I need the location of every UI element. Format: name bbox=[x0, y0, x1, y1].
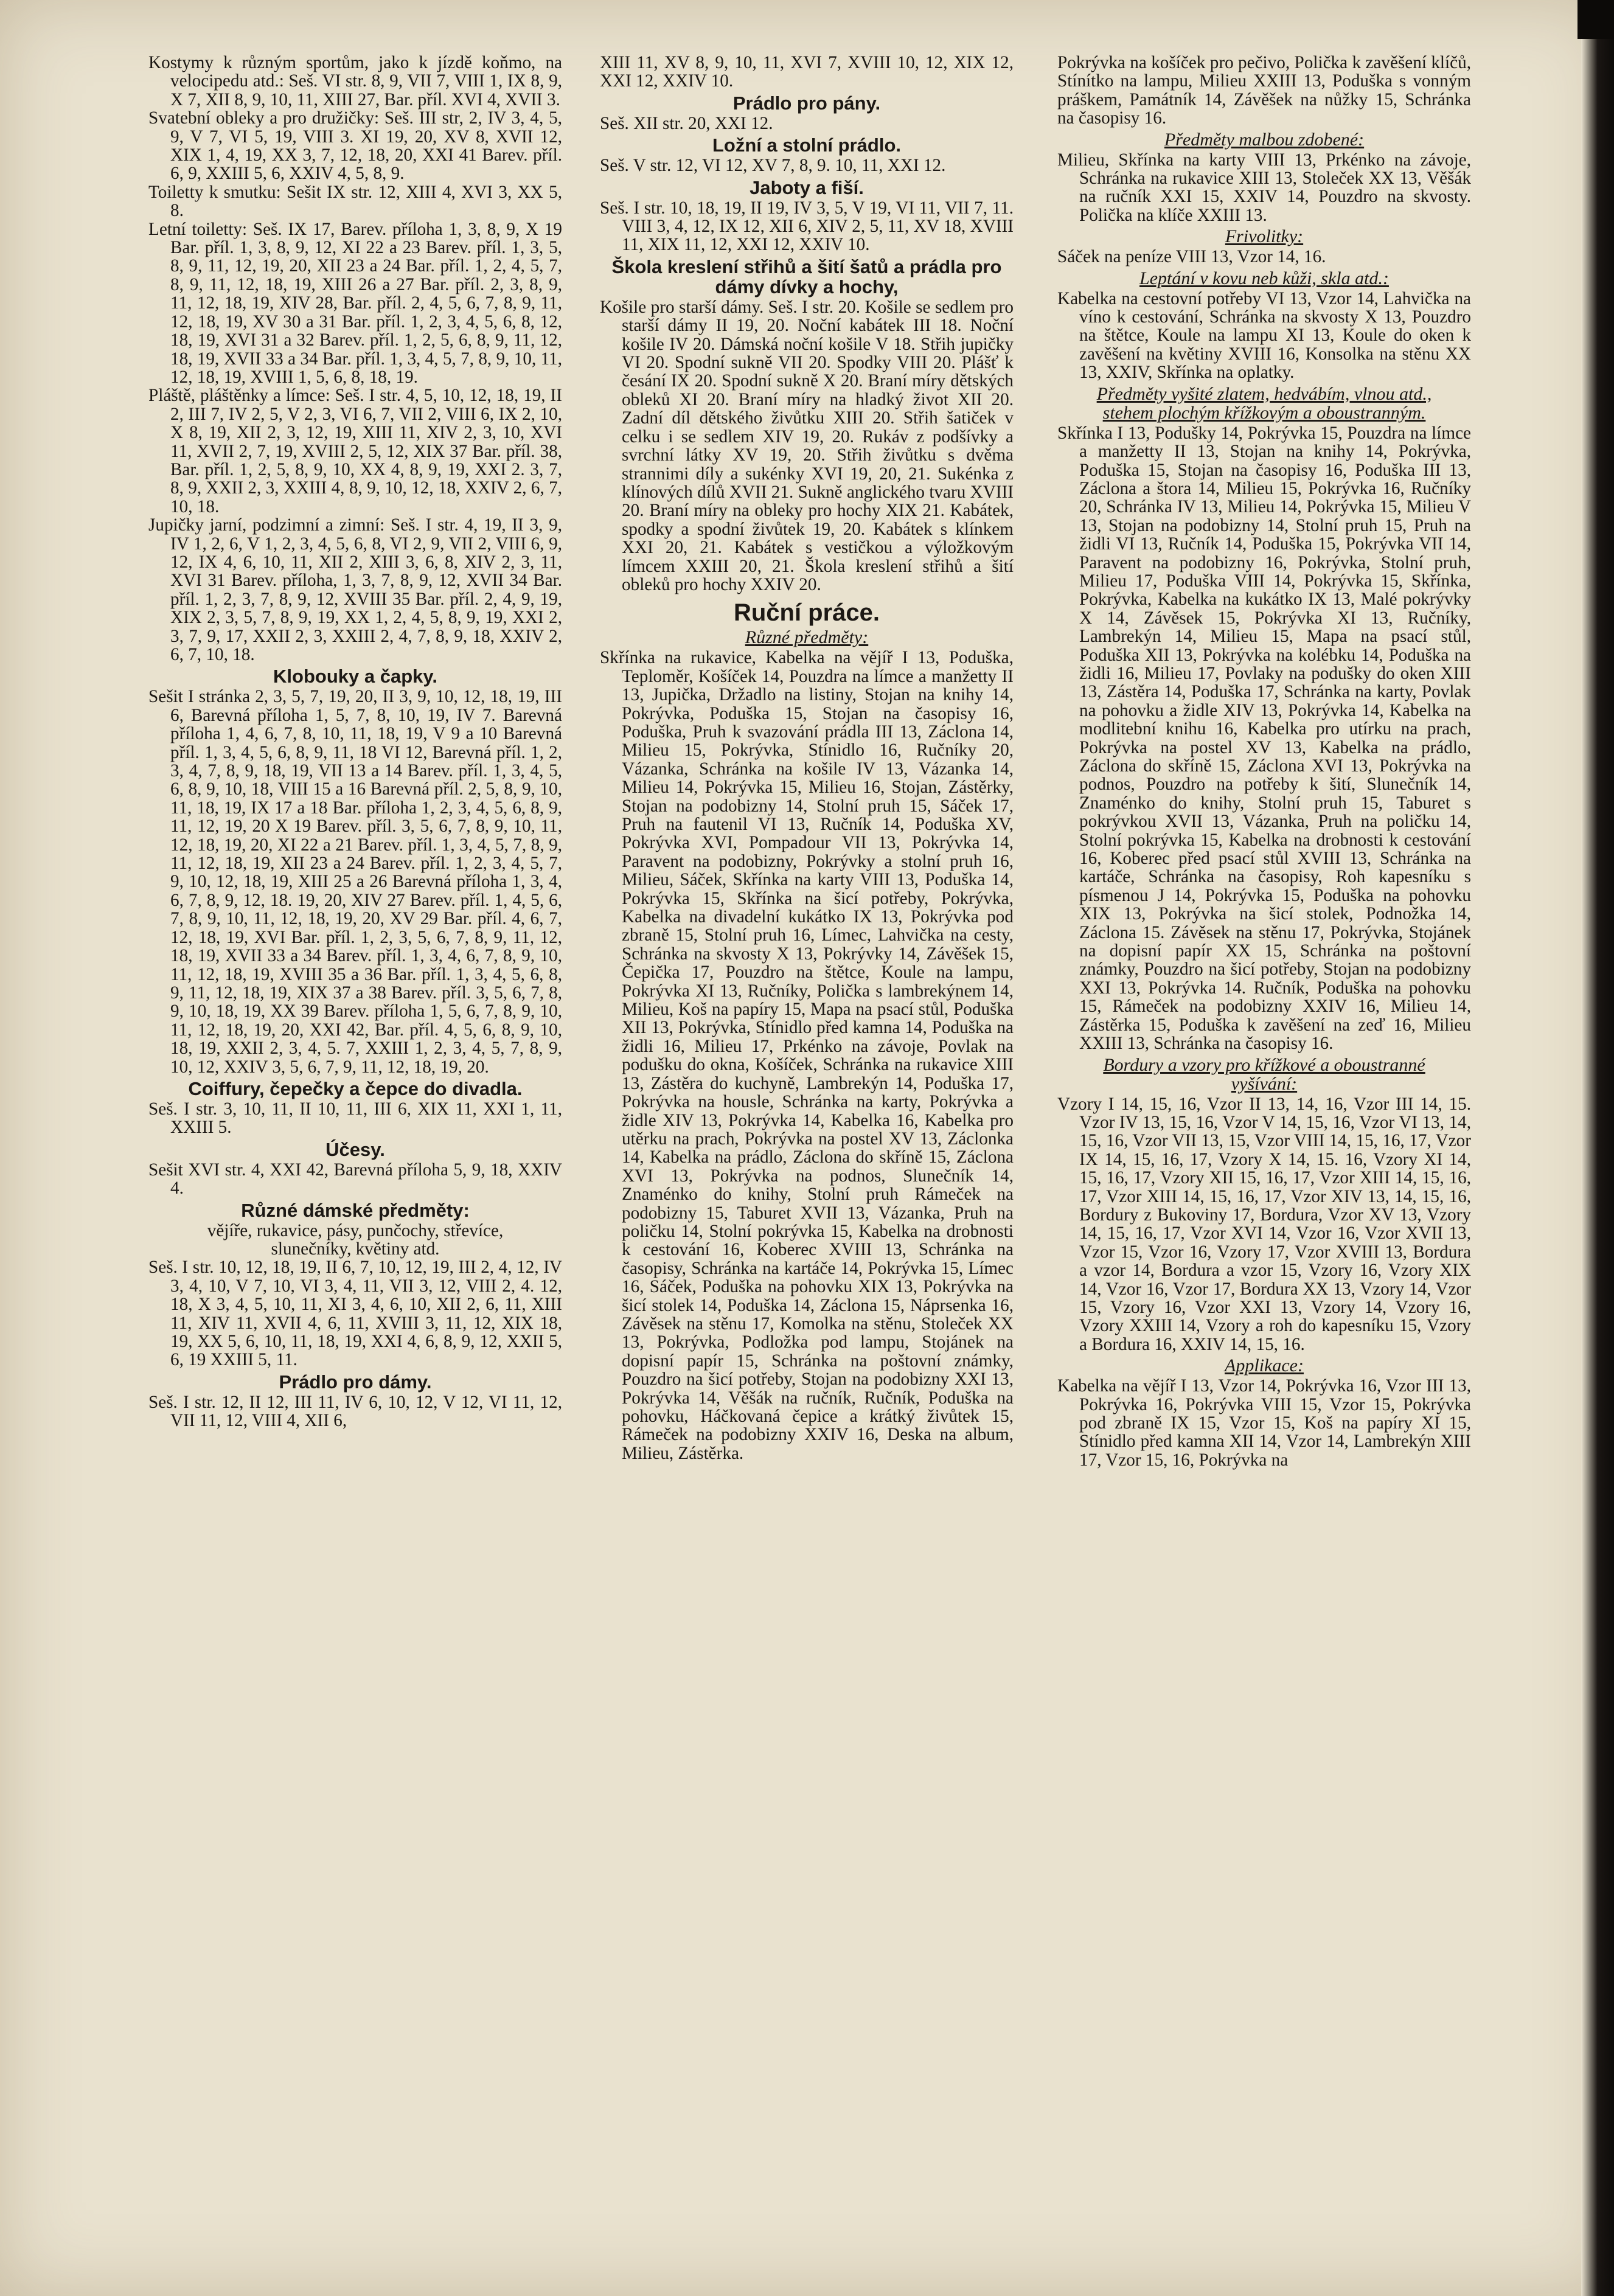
index-entry: Seš. I str. 10, 12, 18, 19, II 6, 7, 10, 12, 19, III 2, 4, 12, IV 3, 4, 10, V 7, 10, VI 3, 4, 11, VII 3, 12, VIII 2, 4. 12, 18, X 3, 4, 5, 10, 11, XI 3, 4, 6, 10, XII 2, 6, 11, XIII 11, XIV 11, XVII 4, 6, 11, XVIII 3, 11, 12, XIX 18, 19, XX 5, 6, 10, 11, 18, 19, XXI 4, 6, 8, 9, 12, XXII 5, 6, 19 XXIII 5, 11. bbox=[148, 1258, 562, 1370]
continued-entry: Pokrývka na košíček pro pečivo, Polička k zavěšení klíčů, Stínítko na lampu, Milieu XXIII 13, Poduška s vonným práškem, Památník 14, Závěšek na nůžky 15, Schránka na časopisy 16. bbox=[1057, 54, 1471, 128]
subsection-heading: Applikace: bbox=[1225, 1355, 1304, 1376]
index-entry: Kabelka na cestovní potřeby VI 13, Vzor 14, Lahvička na víno k cestování, Schránka na skvosty X 13, Pouzdro na štětce, Koule na lampu XI 13, Koule do oken k zavěšení na květiny XVIII 16, Konsolka na stěnu XX 13, XXIV, Skřínka na oplatky. bbox=[1057, 288, 1471, 383]
index-entry: Sáček na peníze VIII 13, Vzor 14, 16. bbox=[1057, 247, 1326, 267]
index-entry: Kostymy k různým sportům, jako k jízdě koňmo, na velocipedu atd.: Seš. VI str. 8, 9, VII 7, VIII 1, IX 8, 9, X 7, XII 8, 9, 10, 11, XIII 27, Bar. příl. XVI 4, XVII 3. bbox=[148, 54, 562, 110]
index-entry: Seš. V str. 12, VI 12, XV 7, 8, 9. 10, 11, XXI 12. bbox=[600, 156, 946, 176]
index-entry: Skřínka na rukavice, Kabelka na vějíř I 13, Poduška, Teploměr, Košíček 14, Pouzdra na límce a manžetty II 13, Jupička, Držadlo na listiny, Stojan na knihy 14, Pokrývka, Poduška 15, Stojan na časopisy 16, Poduška, Pruh k svazování prádla III 13, Záclona 14, Milieu 15, Pokrývka, Stínidlo 16, Ručníky 20, Vázanka, Schránka na košile IV 13, Vázanka 14, Milieu 14, Pokrývka 15, Milieu 16, Stojan, Zástěrky, Stojan na podobizny 14, Stolní pruh 15, Sáček 17, Pruh na fautenil VI 13, Ručník 14, Poduška XV, Pokrývka XVI, Pompadour VII 13, Pokrývka 14, Paravent na podobizny, Pokrývky a stolní pruh 16, Milieu, Sáček, Skřínka na karty VIII 13, Poduška 14, Pokrývka 15, Skřínka na šicí potřeby, Pokrývka, Kabelka na divadelní kukátko IX 13, Pokrývka pod zbraně 15, Stolní pruh 16, Límec, Lahvička na cesty, Schránka na skvosty X 13, Pokrývky 14, Závěšek 15, Čepička 17, Pouzdro na štětce, Koule na lampu, Pokrývka XI 13, Ručníky, Polička s lambrekýnem 14, Milieu, Koš na papíry 15, Mapa na psací stůl, Poduška XII 13, Pokrývka, Stínidlo před kamna 14, Poduška na židli 16, Milieu 17, Prkénko na závoje, Povlak na podušku do okna, Košíček, Schránka na rukavice XIII 13, Zástěra do kuchyně, Lambrekýn 14, Poduška 17, Pokrývka na housle, Schránka na karty, Pokrývka a židle XIV 13, Pokrývka 14, Kabelka 16, Kabelka pro utěrku na prach, Pokrývka na postel XV 13, Záclonka 14, Kabelka na prádlo, Záclona do skříně 15, Záclona XVI 13, Pokrývka na podnos, Slunečník 14, Znaménko do knihy, Stolní pruh Rámeček na podobizny 15, Taburet XVII 13, Vázanka, Pruh na poličku 14, Stolní pokrývka 15, Kabelka na drobnosti k cestování 16, Koberec XVIII 13, Schránka na časopisy, Schránka na kartáče 14, Pokrývka 15, Límec 16, Sáček, Poduška na pohovku XIX 13, Pokrývka na šicí stolek 14, Poduška 14, Záclona 15, Náprsenka 16, Závěsek na stěnu 17, Komolka na stěnu, Stoleček XX 13, Pokrývka, Podložka pod lampu, Stojánek na dopisní papír 15, Schránka na poštovní známky, Pouzdro na šicí potřeby, Stojan na podobizny XXI 13, Pokrývka 14, Věšák na ručník, Ručník, Poduška na pohovku, Háčkovaná čepice a krátký živůtek 15, Rámeček na podobizny XXIV 16, Deska na album, Milieu, Zástěrka. bbox=[600, 648, 1014, 1463]
page-dark-corner bbox=[1577, 0, 1614, 39]
page-dark-edge bbox=[1581, 0, 1614, 2296]
index-entry: Košile pro starší dámy. Seš. I str. 20. Košile se sedlem pro starší dámy II 19, 20. Noční kabátek III 18. Noční košile IV 20. Dámská noční košile V 18. Střih jupičky VI 20. Spodní sukně VII 20. Spodky VIII 20. Plášť k česání IX 20. Spodní sukně X 20. Braní míry dětských obleků XI 20. Braní míry na hladký život XII 20. Zadní díl dětského živůtku XIII 20. Střih šatiček v celku i se sedlem XIV 19, 20. Rukáv z podšívky a svrchní látky XV 19, 20. Střih živůtku s dvěma strannimi díly a sukénky XVI 19, 20, 21. Sukénka z klínových dílů XVII 21. Sukně anglického tvaru XVIII 20. Braní míry na obleky pro hochy XIX 21. Kabátek, spodky a spodní živůtek 19, 20. Kabátek s klínkem XXI 20, 21. Kabátek s vestičkou a výložkovým límcem XXIII 20, 21. Škola kreslení střihů a šití obleků pro hochy XXIV 20. bbox=[600, 297, 1014, 594]
subsection-heading: Bordury a vzory pro křížkové a oboustranné vyšívání: bbox=[1103, 1054, 1425, 1094]
subsection-heading: Předměty vyšité zlatem, hedvábím, vlnou atd., stehem plochým křížkovým a oboustranným. bbox=[1096, 383, 1432, 423]
section-heading: Prádlo pro dámy. bbox=[279, 1371, 432, 1393]
index-entry: Seš. XII str. 20, XXI 12. bbox=[600, 113, 773, 133]
index-entry: Seš. I str. 10, 18, 19, II 19, IV 3, 5, V 19, VI 11, VII 7, 11. VIII 3, 4, 12, IX 12, XII 6, XIV 2, 5, 11, XV 18, XVIII 11, XIX 11, 12, XXI 12, XXIV 10. bbox=[600, 198, 1014, 255]
subsection-heading: Různé předměty: bbox=[745, 627, 869, 648]
section-heading: Klobouky a čapky. bbox=[273, 666, 437, 687]
column-middle bbox=[600, 54, 1014, 2262]
section-heading: Jaboty a fiší. bbox=[750, 176, 864, 198]
index-entry: Letní toiletty: Seš. IX 17, Barev. příloha 1, 3, 8, 9, X 19 Bar. příl. 1, 3, 8, 9, 12, XI 22 a 23 Barev. příl. 1, 3, 5, 8, 9, 11, 12, 19, 20, XII 23 a 24 Bar. příl. 1, 2, 4, 5, 7, 8, 9, 11, 12, 18, 19, XIII 26 a 27 Bar. příl. 2, 3, 8, 9, 11, 12, 18, 19, XIV 28, Bar. příl. 2, 4, 5, 6, 7, 8, 9, 11, 12, 18, 19, XV 30 a 31 Bar. příl. 1, 2, 3, 4, 5, 6, 8, 12, 18, 19, XVI 31 a 32 Barev. příl. 1, 2, 5, 6, 8, 9, 11, 12, 18, 19, XVII 33 a 34 Bar. příl. 1, 3, 4, 5, 7, 8, 9, 10, 11, 12, 18, 19, XVIII 1, 5, 6, 8, 18, 19. bbox=[148, 219, 562, 387]
subsection-heading: Leptání v kovu neb kůži, skla atd.: bbox=[1139, 268, 1389, 288]
section-heading: Prádlo pro pány. bbox=[732, 92, 881, 114]
index-entry: Seš. I str. 3, 10, 11, II 10, 11, III 6, XIX 11, XXI 1, 11, XXIII 5. bbox=[148, 1099, 562, 1138]
section-heading: Coiffury, čepečky a čepce do divadla. bbox=[188, 1077, 523, 1099]
index-entry: Sešit I stránka 2, 3, 5, 7, 19, 20, II 3, 9, 10, 12, 18, 19, III 6, Barevná příloha 1, 5, 7, 8, 10, 19, IV 7. Barevná příloha 1, 4, 6, 7, 8, 10, 11, 18, 19, V 9 a 10 Barevná příl. 1, 3, 4, 5, 6, 8, 9, 11, 18 VI 12, Barevná příl. 1, 2, 3, 4, 7, 8, 9, 18, 19, VII 13 a 14 Barev. příl. 1, 3, 4, 5, 6, 8, 9, 10, 18, VIII 15 a 16 Barevná příl. 2, 5, 8, 9, 10, 11, 18, 19, IX 17 a 18 Bar. příloha 1, 2, 3, 4, 5, 6, 8, 9, 11, 12, 19, 20 X 19 Barev. příl. 3, 5, 6, 7, 8, 9, 10, 11, 12, 18, 19, 20, XI 22 a 21 Barev. příl. 1, 3, 4, 5, 7, 8, 9, 11, 12, 18, 19, XII 23 a 24 Barev. příl. 1, 2, 3, 4, 5, 7, 9, 10, 12, 18, 19, XIII 25 a 26 Barevná příloha 1, 3, 4, 6, 7, 8, 9, 12, 18. 19, 20, XIV 27 Barev. příl. 1, 4, 5, 6, 7, 8, 9, 10, 11, 12, 18, 19, 20, XV 29 Bar. příl. 4, 6, 7, 12, 18, 19, XVI Bar. příl. 1, 2, 3, 5, 6, 7, 8, 9, 11, 12, 18, 19, XVII 33 a 34 Barev. příl. 1, 3, 4, 6, 7, 8, 9, 10, 11, 12, 18, 19, XVIII 35 a 36 Bar. příl. 1, 3, 4, 5, 6, 8, 9, 11, 12, 18, 19, XIX 37 a 38 Barev. příl. 3, 5, 6, 7, 8, 9, 10, 18, 19, XX 39 Barev. příloha 1, 5, 6, 7, 8, 9, 10, 11, 12, 18, 19, 20, XXI 42, Bar. příl. 4, 5, 6, 8, 9, 10, 18, 19, XXII 2, 3, 4, 5. 7, XXIII 1, 2, 3, 4, 5, 7, 8, 9, 10, 12, XXIV 3, 5, 6, 7, 9, 11, 12, 18, 19, 20. bbox=[148, 687, 562, 1077]
index-entry: Pláště, pláštěnky a límce: Seš. I str. 4, 5, 10, 12, 18, 19, II 2, III 7, IV 2, 5, V 2, 3, VI 6, 7, VII 2, VIII 6, IX 2, 10, X 8, 19, XII 2, 3, 12, 19, XIII 11, XIV 2, 3, 10, XVI 11, XVII 2, 7, 19, XVIII 2, 5, 12, XIX 37 Bar. příl. 38, Bar. příl. 1, 2, 5, 8, 9, 10, XX 4, 8, 9, 19, XXI 2. 3, 7, 8, 9, XXII 2, 3, XXIII 4, 8, 9, 10, 12, 18, XXIV 2, 6, 7, 10, 18. bbox=[148, 386, 562, 517]
subsection-heading: Frivolitky: bbox=[1225, 226, 1304, 247]
index-entry: Sešit XVI str. 4, XXI 42, Barevná příloha 5, 9, 18, XXIV 4. bbox=[148, 1160, 562, 1198]
continued-entry: XIII 11, XV 8, 9, 10, 11, XVI 7, XVIII 10, 12, XIX 12, XXI 12, XXIV 10. bbox=[600, 54, 1014, 91]
section-heading: Ložní a stolní prádlo. bbox=[712, 134, 901, 156]
index-entry: Svatební obleky a pro družičky: Seš. III str, 2, IV 3, 4, 5, 9, V 7, VI 5, 19, VIII 3. XI 19, 20, XV 8, XVII 12, XIX 1, 4, 19, XX 3, 7, 12, 18, 20, XXI 41 Barev. příl. 6, 9, XXIII 5, 6, XXIV 4, 5, 8, 9. bbox=[148, 108, 562, 184]
index-entry: Skřínka I 13, Podušky 14, Pokrývka 15, Pouzdra na límce a manžetty II 13, Stojan na knihy 14, Pokrývka, Poduška 15, Stojan na časopisy 16, Poduška III 13, Záclona a štora 14, Milieu 15, Pokrývka 16, Ručníky 20, Schránka IV 13, Milieu 14, Pokrývka 15, Milieu V 13, Stojan na podobizny 14, Stolní pruh 15, Pruh na židli VI 13, Ručník 14, Poduška 15, Pokrývka VII 14, Paravent na podobizny 16, Pokrývka, Stolní pruh, Milieu 17, Poduška VIII 14, Pokrývka 15, Skřínka, Pokrývka, Kabelka na kukátko IX 13, Malé pokrývky X 14, Závěsek 15, Pokrývka XI 13, Ručníky, Lambrekýn 14, Milieu 15, Mapa na psací stůl, Poduška XII 13, Pokrývka na kolébku 14, Poduška na židli 16, Milieu 17, Povlaky na podušky do oken XIII 13, Zástěra 14, Poduška 17, Schránka na karty, Povlak na pohovku a židle XIV 13, Pokrývka 14, Kabelka na modlitební knihu 16, Kabelka pro utírku na prach, Pokrývka na postel XV 13, Kabelka na prádlo, Záclona do skříně 15, Záclona XVI 13, Pokrývka na podnos, Pouzdro na potřeby k šití, Slunečník 14, Znaménko do knihy, Stolní pruh 15, Taburet s pokrývkou XVII 13, Vázanka, Pruh na poličku 14, Stolní pokrývka 15, Kabelka na drobnosti k cestování 16, Koberec před psací stůl XVIII 13, Schránka na kartáče, Schránka na časopisy, Roh kapesníku s písmenou J 14, Pokrývka 15, Poduška na pohovku XIX 13, Pokrývka na šicí stolek, Podnožka 14, Záclona 15. Závěsek na stěnu 17, Pokrývka, Stojánek na dopisní papír XX 15, Schránka na poštovní známky, Pouzdro na šicí potřeby, Stojan na podobizny XXI 13, Pokrývka 14. Ručník, Poduška na pohovku 15, Rámeček na podobizny XXIV 16, Milieu 14, Zástěrka 15, Poduška k zavěšení na zeď 16, Milieu XXIII 13, Schránka na časopisy 16. bbox=[1057, 423, 1471, 1054]
subsection-heading: Předměty malbou zdobené: bbox=[1164, 129, 1365, 150]
index-entry: Seš. I str. 12, II 12, III 11, IV 6, 10, 12, V 12, VI 11, 12, VII 11, 12, VIII 4, XII 6, bbox=[148, 1392, 562, 1431]
section-heading: Účesy. bbox=[325, 1138, 385, 1160]
index-entry: Toiletty k smutku: Sešit IX str. 12, XIII 4, XVI 3, XX 5, 8. bbox=[148, 182, 562, 221]
column-right bbox=[1057, 54, 1471, 2262]
section-title: Ruční práce. bbox=[733, 599, 880, 627]
section-note: vějíře, rukavice, pásy, punčochy, střevíce, slunečníky, květiny atd. bbox=[207, 1220, 504, 1259]
section-heading: Škola kreslení střihů a šití šatů a prádla pro dámy dívky a hochy, bbox=[611, 256, 1002, 297]
index-entry: Jupičky jarní, podzimní a zimní: Seš. I str. 4, 19, II 3, 9, IV 1, 2, 6, V 1, 2, 3, 4, 5, 6, 8, VI 2, 9, VII 2, VIII 6, 9, 12, IX 4, 6, 10, 11, XII 2, XIII 3, 6, 8, XIV 2, 3, 11, XVI 31 Barev. příloha, 1, 3, 7, 8, 9, 12, XVII 34 Bar. příl. 1, 2, 3, 7, 8, 9, 12, XVIII 35 Bar. příl. 2, 4, 9, 19, XIX 2, 3, 5, 7, 8, 9, 19, XX 1, 2, 4, 5, 8, 9, 19, XXI 2, 3, 7, 9, 17, XXII 2, 3, XXIII 2, 4, 7, 8, 9, 18, XXIV 2, 6, 7, 10, 18. bbox=[148, 515, 562, 664]
index-entry: Milieu, Skřínka na karty VIII 13, Prkénko na závoje, Schránka na rukavice XIII 13, Stoleček XX 13, Věšák na ručník XXI 15, XXIV 14, Pouzdro na skvosty. Polička na klíče XXIII 13. bbox=[1057, 150, 1471, 225]
column-left bbox=[148, 54, 562, 2262]
index-entry: Kabelka na vějíř I 13, Vzor 14, Pokrývka 16, Vzor III 13, Pokrývka 16, Pokrývka VIII 15, Vzor 15, Pokrývka pod zbraně IX 15, Vzor 15, Koš na papíry XI 15, Stínidlo před kamna XII 14, Vzor 14, Lambrekýn XIII 17, Vzor 15, 16, Pokrývka na bbox=[1057, 1376, 1471, 1470]
index-entry: Vzory I 14, 15, 16, Vzor II 13, 14, 16, Vzor III 14, 15. Vzor IV 13, 15, 16, Vzor V 14, 15, 16, Vzor VI 13, 14, 15, 16, Vzor VII 13, 15, Vzor VIII 14, 15, 16, 17, Vzor IX 14, 15, 16, 17, Vzory X 14, 15. 16, Vzory XI 14, 15, 16, 17, Vzory XII 15, 16, 17, Vzor XIII 14, 15, 16, 17, Vzor XIII 14, 15, 16, 17, Vzor XIV 13, 14, 15, 16, Bordury z Bukoviny 17, Bordura, Vzor XV 13, Vzory 14, 15, 16, 17, Vzor XVI 14, Vzor 16, Vzor XVII 13, Vzor 15, Vzor 16, Vzory 17, Vzor XVIII 13, Bordura a vzor 14, Bordura a vzor 15, Vzory 16, Vzory XIX 14, Vzor 16, Vzor 17, Bordura XX 13, Vzory 14, Vzor 15, Vzory 16, Vzor XXI 13, Vzory 14, Vzory 16, Vzory XXIII 14, Vzory a roh do kapesníku 15, Vzory a Bordura 16, XXIV 14, 15, 16. bbox=[1057, 1094, 1471, 1354]
section-heading: Různé dámské předměty: bbox=[241, 1199, 470, 1221]
